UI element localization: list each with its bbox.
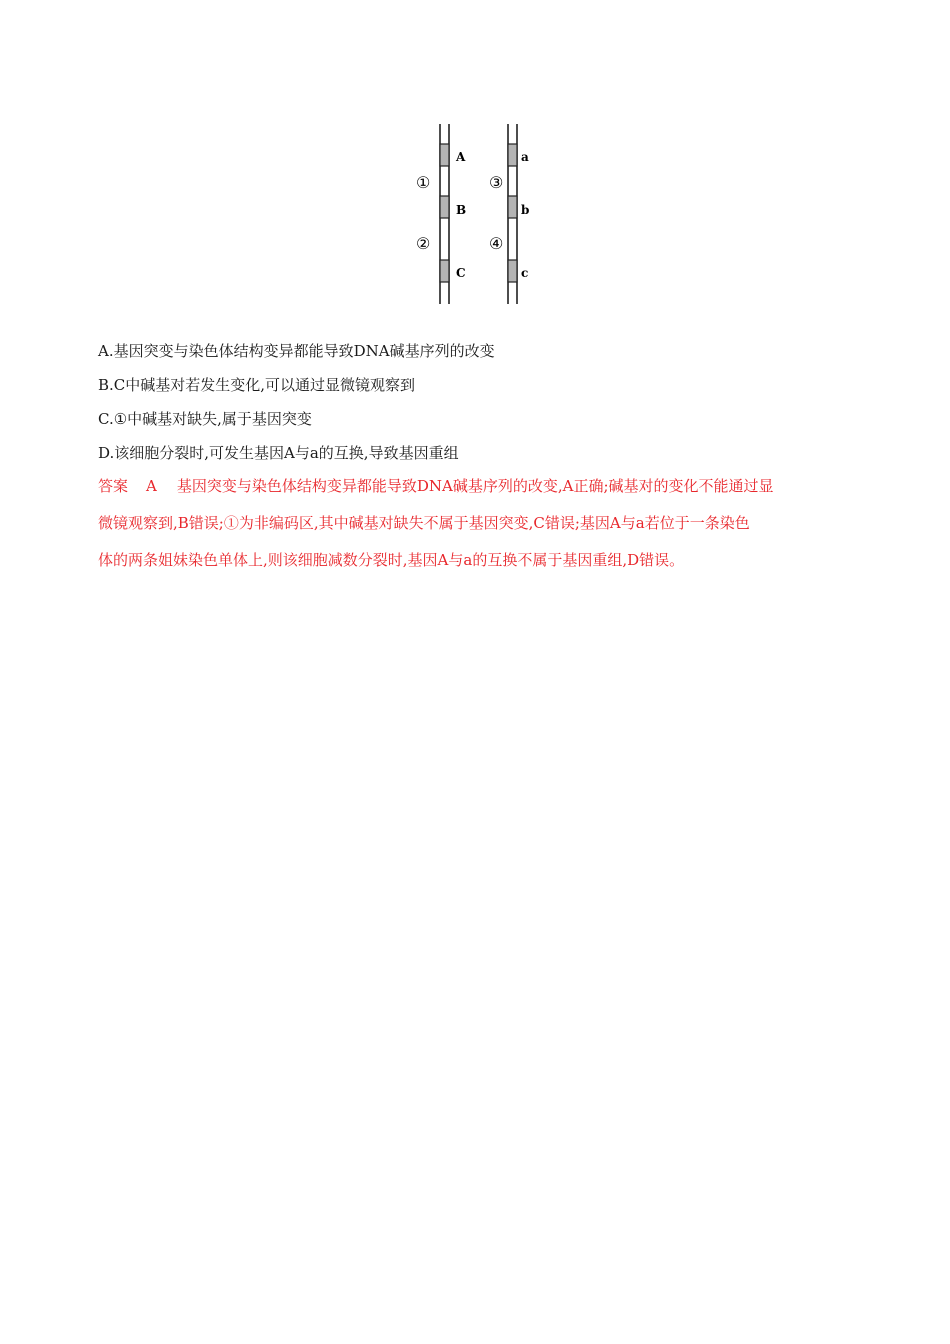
answer-options — [98, 334, 868, 470]
option-d: D.该细胞分裂时,可发生基因A与a的互换,导致基因重组 — [98, 444, 459, 462]
gene-label-B: B — [456, 203, 467, 217]
gene-a-band — [508, 144, 517, 166]
option-b: B.C中碱基对若发生变化,可以通过显微镜观察到 — [98, 376, 416, 394]
answer-explanation — [98, 468, 868, 579]
gene-label-b: b — [521, 203, 530, 217]
right-chromatid — [489, 124, 529, 304]
answer-line-1 — [98, 468, 868, 505]
gene-b-band — [508, 196, 517, 218]
answer-line-2: 微镜观察到,B错误;①为非编码区,其中碱基对缺失不属于基因突变,C错误;基因A与a若位于一条染色 — [98, 514, 750, 532]
left-chromatid — [416, 124, 466, 304]
answer-text-1: 基因突变与染色体结构变异都能导致DNA碱基序列的改变,A正确;碱基对的变化不能通过显 — [176, 477, 774, 495]
region-label-3: ③ — [489, 173, 504, 192]
region-label-2: ② — [416, 234, 431, 253]
answer-label: 答案 — [98, 477, 129, 495]
gene-label-a: a — [521, 150, 529, 164]
region-label-4: ④ — [489, 234, 504, 253]
gene-C-band — [440, 260, 449, 282]
gene-B-band — [440, 196, 449, 218]
option-a: A.基因突变与染色体结构变异都能导致DNA碱基序列的改变 — [98, 342, 495, 360]
gene-c-band — [508, 260, 517, 282]
chromosome-svg — [400, 118, 560, 310]
region-label-1: ① — [416, 173, 431, 192]
gene-label-C: C — [456, 266, 466, 280]
gene-A-band — [440, 144, 449, 166]
answer-key: A — [146, 477, 157, 495]
answer-line-3: 体的两条姐妹染色单体上,则该细胞减数分裂时,基因A与a的互换不属于基因重组,D错误。 — [98, 551, 685, 569]
chromosome-diagram — [400, 118, 560, 310]
gene-label-c: c — [521, 266, 529, 280]
option-c: C.①中碱基对缺失,属于基因突变 — [98, 410, 312, 428]
gene-label-A: A — [456, 150, 466, 164]
